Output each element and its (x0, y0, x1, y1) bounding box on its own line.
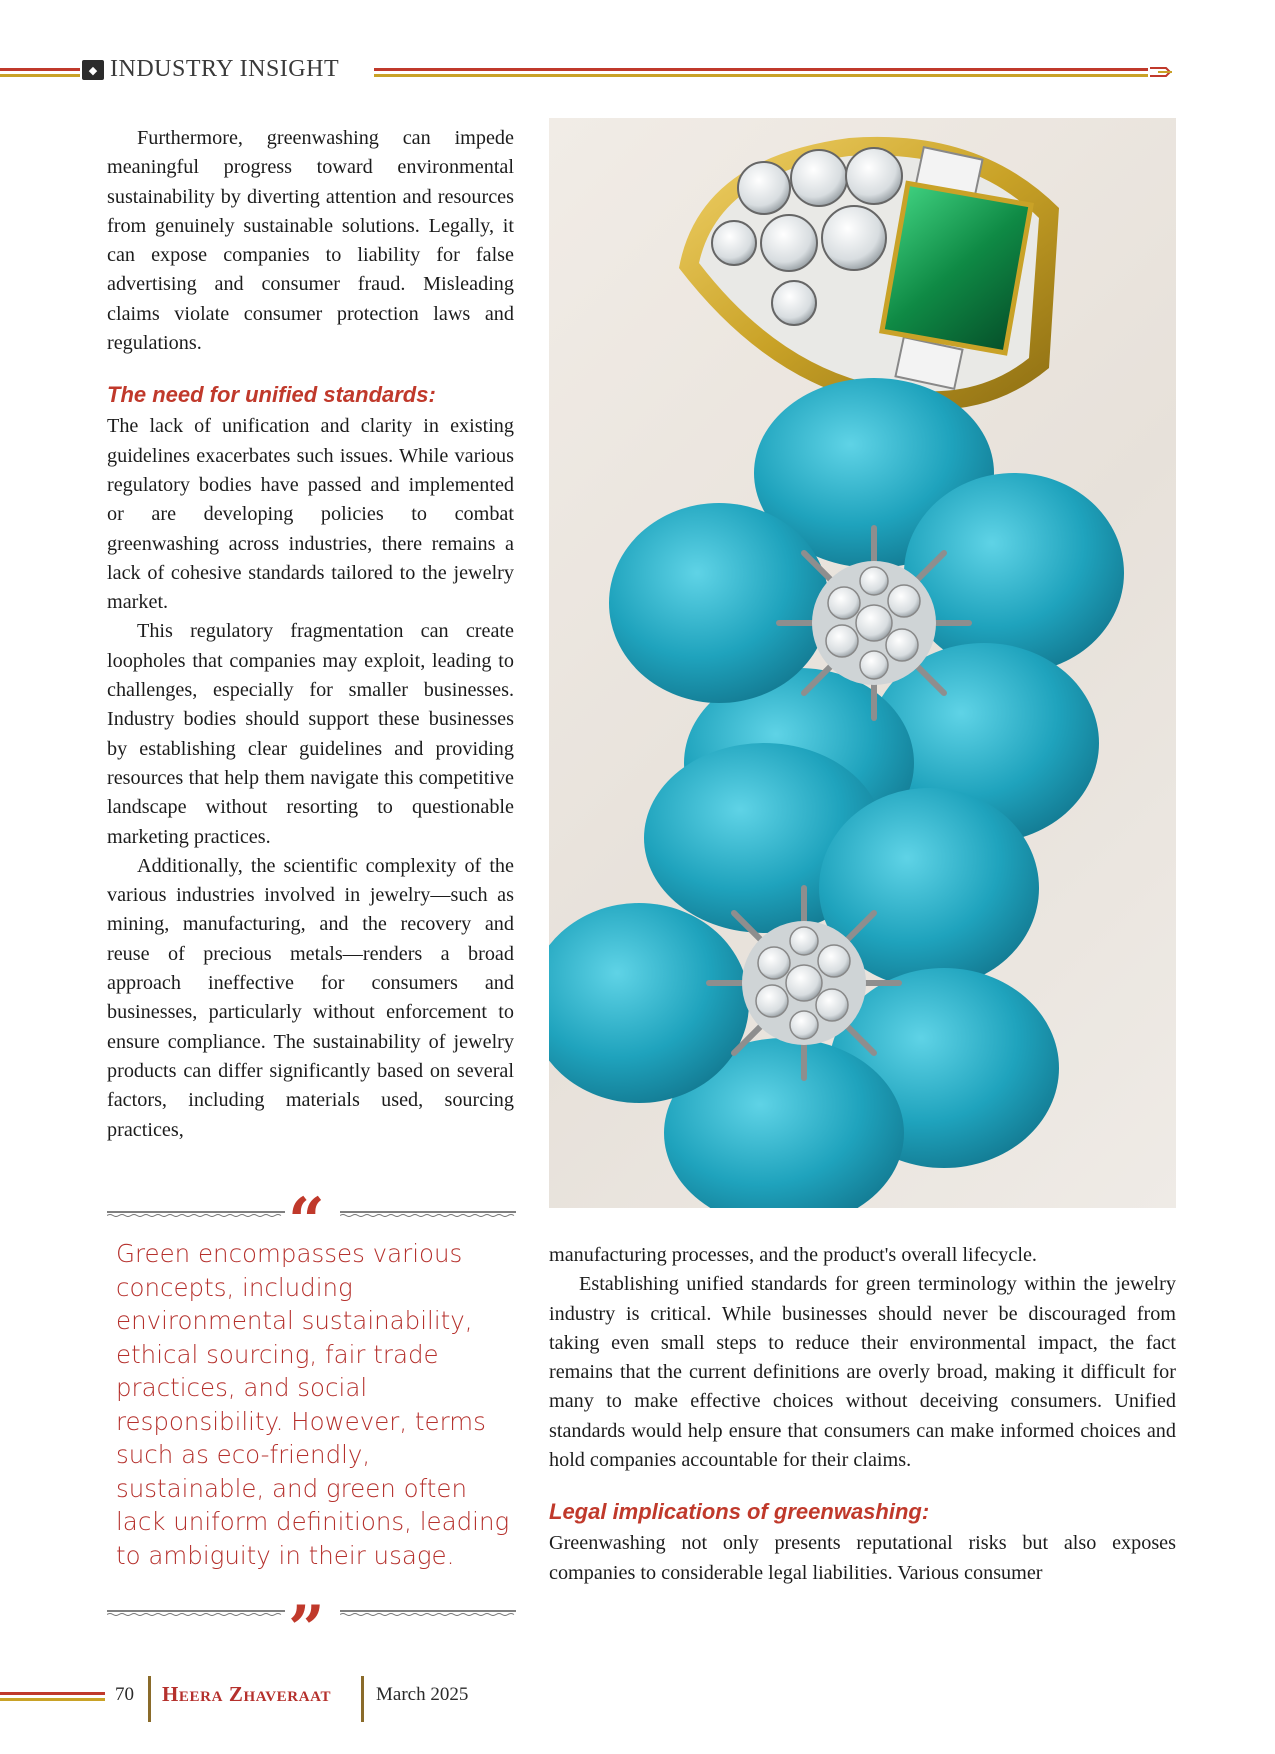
page-number: 70 (115, 1684, 134, 1705)
subhead-unified-standards: The need for unified standards: (107, 382, 436, 408)
right-text-column (549, 1241, 1176, 1588)
paragraph-establishing-standards: Establishing unified standards for green terminology within the jewelry industry is critical. While businesses should never be discouraged from taking even small steps to reduce their environmental impact, the fact remains that the current definitions are overly broad, making it difficult for many to make effective choices without deceiving consumers. Unified standards would help ensure that consumers can make informed choices and hold companies accountable for their claims. (549, 1273, 1176, 1472)
header-rule-left-gold (0, 74, 80, 77)
paragraph-lifecycle-continued: manufacturing processes, and the product's overall lifecycle. (549, 1244, 1037, 1266)
pull-quote-bottom-rule-left (107, 1610, 285, 1616)
pull-quote-top-rule-left (107, 1211, 285, 1217)
paragraph-lack-of-unification: The lack of unification and clarity in existing guidelines exacerbates such issues. While various regulatory bodies have passed and implemented or are developing policies to combat greenwashing across industries, there remains a lack of cohesive standards tailored to the jewelry market. (107, 415, 514, 614)
magazine-name: Heera Zhaveraat (162, 1682, 332, 1706)
issue-date: March 2025 (376, 1684, 469, 1705)
turquoise-flower-lower (549, 743, 1059, 1208)
paragraph-greenwashing-impact: Furthermore, greenwashing can impede meaningful progress toward environmental sustainability by diverting attention and resources from genuinely sustainable solutions. Legally, it can expose companies to liability for false advertising and consumer fraud. Misleading claims violate consumer protection laws and regulations. (107, 127, 514, 355)
subhead-legal-implications: Legal implications of greenwashing: (549, 1499, 930, 1525)
section-label: INDUSTRY INSIGHT (110, 56, 340, 82)
pull-quote-text: Green encompasses various concepts, including environmental sustainability, ethical sourcing, fair trade practices, and social responsibility. However, terms such as eco-friendly, sustainable, and green often lack uniform definitions, leading to ambiguity in their usage. (116, 1239, 510, 1570)
emerald-stone-icon (882, 183, 1031, 352)
paragraph-regulatory-fragmentation: This regulatory fragmentation can create loopholes that companies may exploit, leading to challenges, especially for smaller businesses. Industry bodies should support these businesses by establishing clear guidelines and providing resources that help them navigate this competitive landscape without resorting to questionable marketing practices. (107, 620, 514, 848)
footer-rule-red (0, 1692, 105, 1695)
footer-divider (148, 1676, 151, 1722)
jewelry-photo (549, 118, 1176, 1208)
header-rule-left-red (0, 68, 80, 71)
header-rule-end-icon (1150, 67, 1174, 77)
pull-quote-bottom-rule-right (340, 1610, 516, 1616)
open-quote-mark-icon: “ (288, 1184, 325, 1259)
pull-quote-top-rule-right (340, 1211, 516, 1217)
emerald-ring (679, 137, 1059, 410)
paragraph-scientific-complexity: Additionally, the scientific complexity of the various industries involved in jewelry—such as mining, manufacturing, and the recovery and reuse of precious metals—renders a broad approach ineffective for consumers and businesses, particularly without enforcement to ensure compliance. The sustainability of jewelry products can differ significantly based on several factors, including materials used, sourcing practices, (107, 854, 514, 1141)
footer-divider (361, 1676, 364, 1722)
paragraph-legal-liabilities: Greenwashing not only presents reputational risks but also exposes companies to considerable legal liabilities. Various consumer (549, 1532, 1176, 1584)
header-rule-right-red (374, 68, 1148, 71)
left-text-column (107, 124, 514, 1145)
footer-rule-gold (0, 1698, 105, 1701)
close-quote-mark-icon: ” (288, 1592, 325, 1667)
header-rule-right-gold (374, 74, 1148, 77)
jewelry-illustration (549, 118, 1176, 1208)
magazine-logo-icon: ◆ (82, 60, 104, 80)
